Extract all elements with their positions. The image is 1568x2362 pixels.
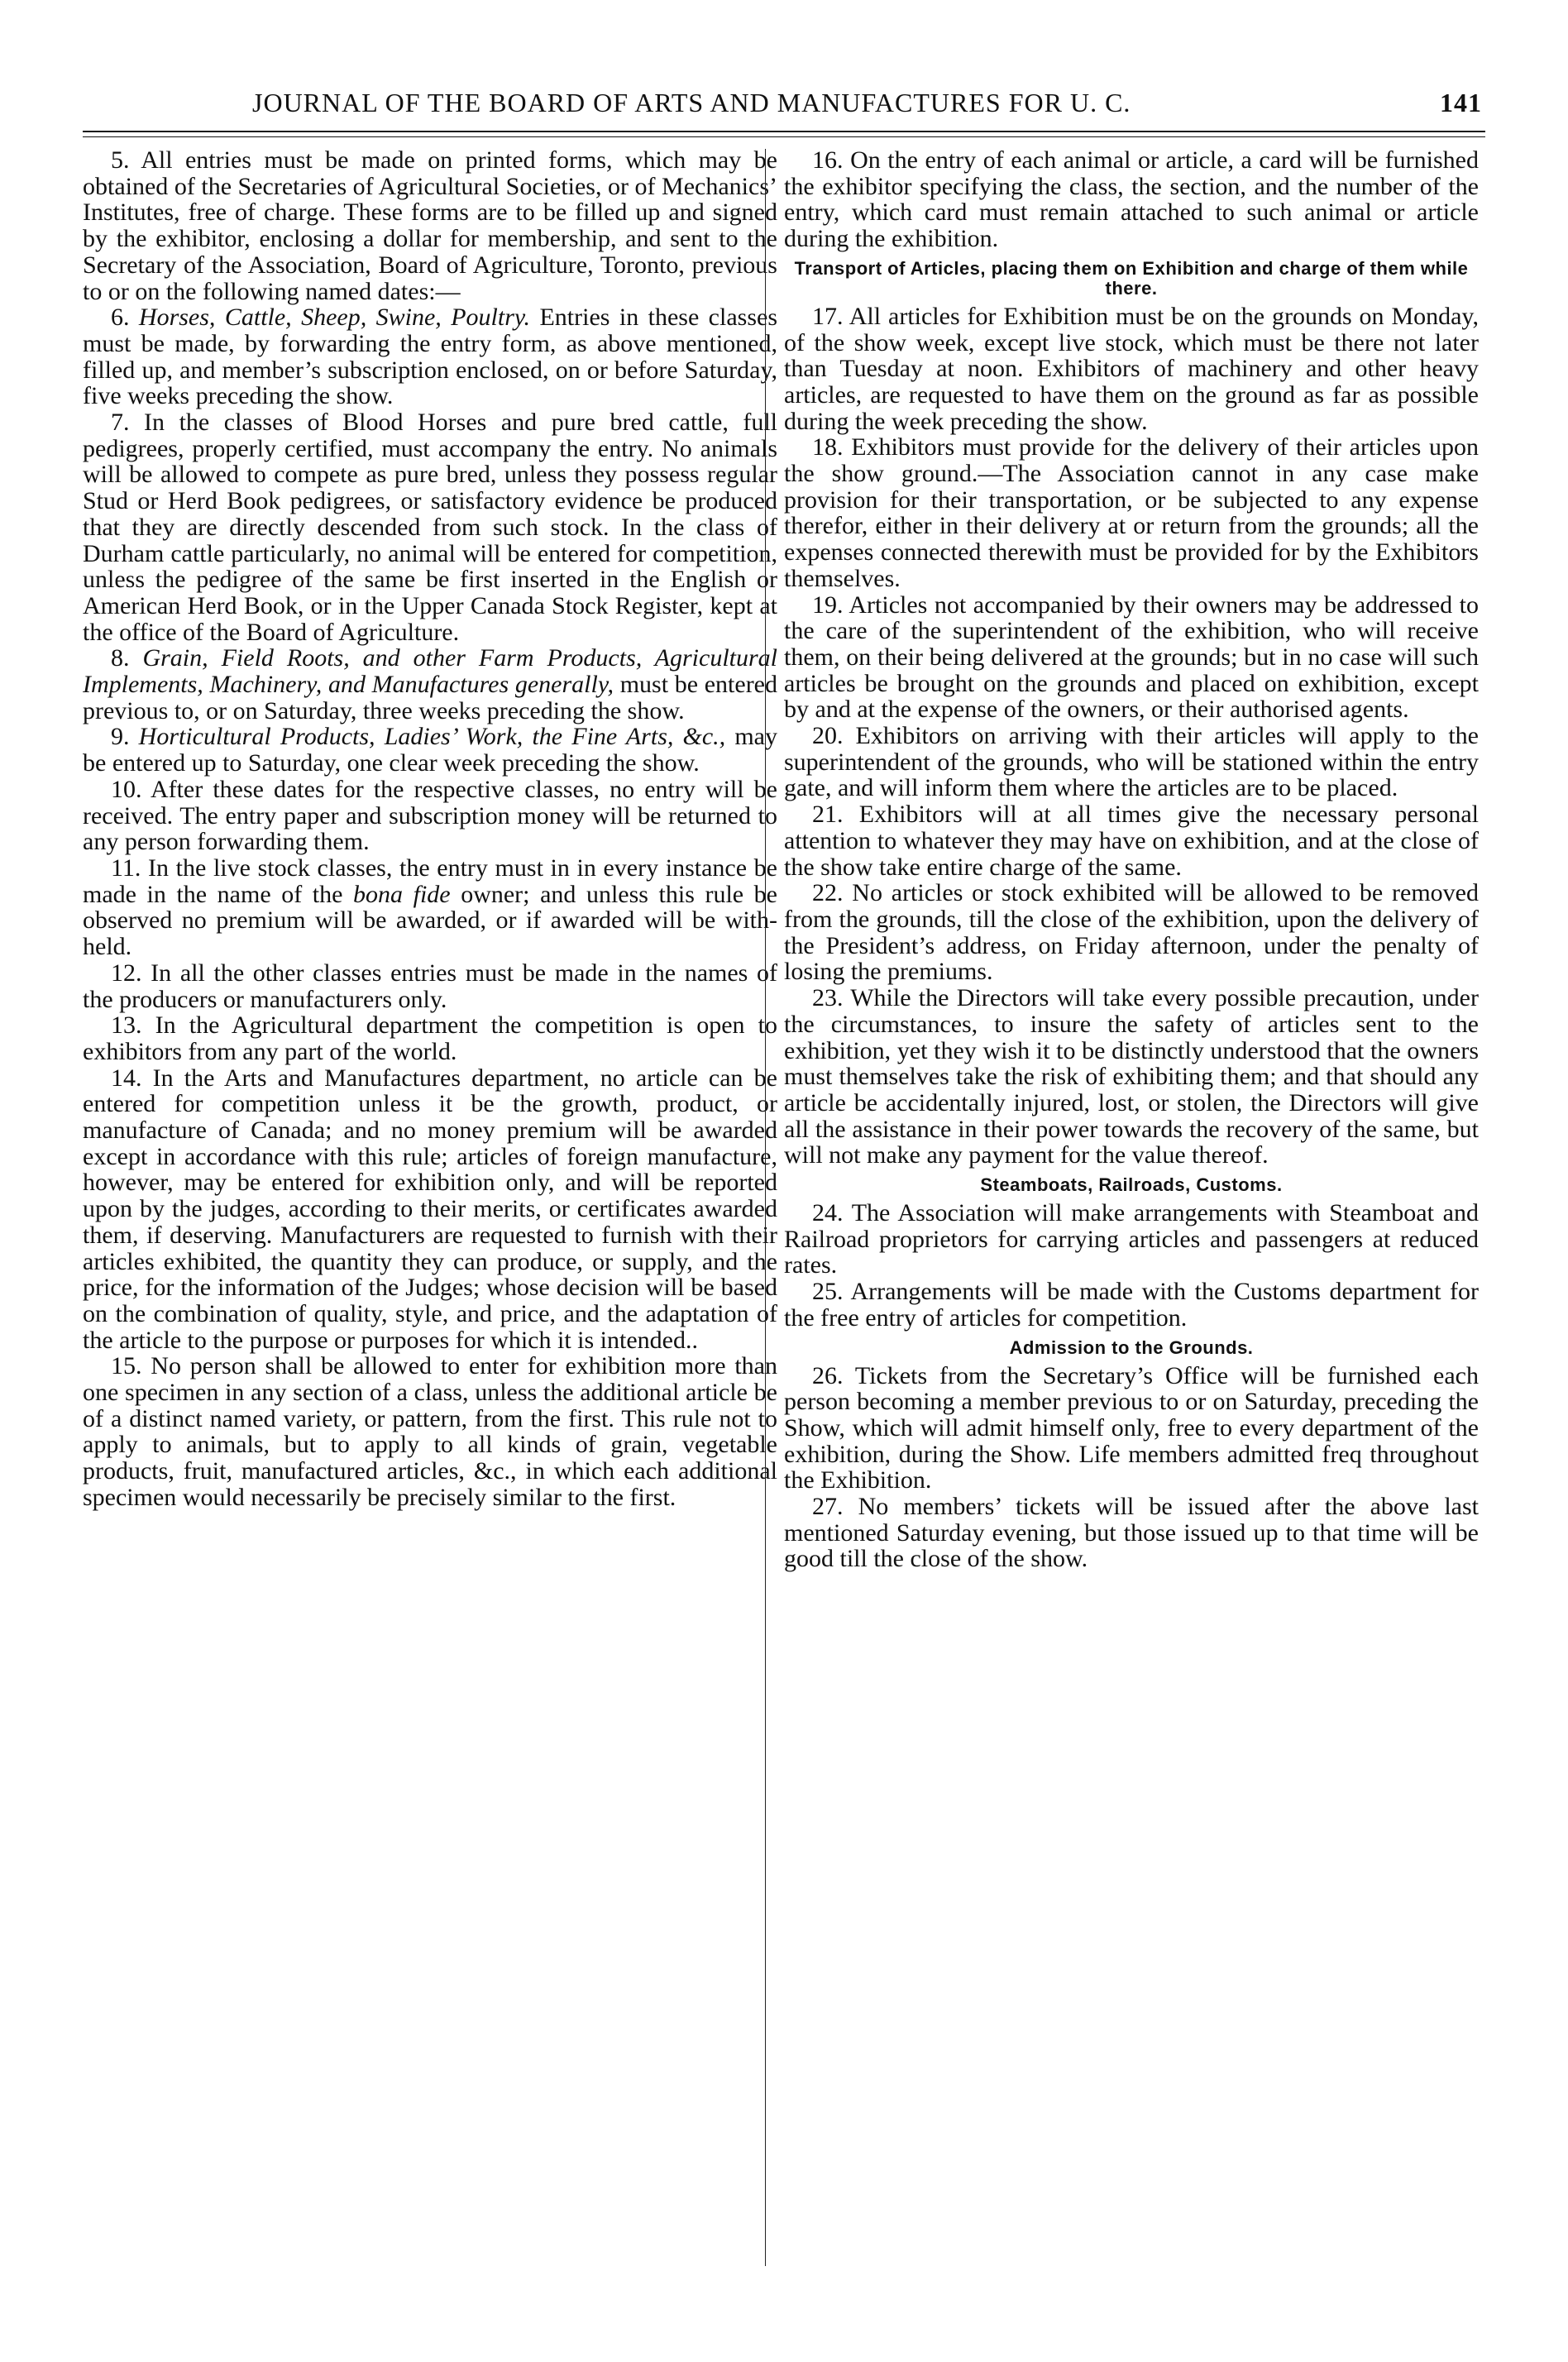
rule-number: 19. [812, 590, 844, 619]
rule-number: 17. [812, 302, 844, 330]
body-text: Articles not accompanied by their owners may be addressed to the care of the superintendent of the exhibition, who will receive them, on their being delivered at the grounds; but in no case will such articles be brought on the grounds and placed on exhibition, except by and at the expense of the owners, or their authorised agents. [784, 590, 1479, 724]
column-divider [765, 149, 766, 2266]
body-text: The Association will make arrangements with Steamboat and Railroad proprietors for carrying articles and passengers at reduced rates. [784, 1199, 1479, 1279]
body-text: No articles or stock exhibited will be allowed to be removed from the grounds, till the close of the exhibition, upon the delivery of the President’s address, on Friday afternoon, under the penalty of losing the premiums. [784, 879, 1479, 986]
body-text: No person shall be allowed to enter for exhibition more than one specimen in any section of a class, unless the additional article be of a distinct named variety, or pattern, from the first. This rule not to apply to animals, but to apply to all kinds of grain, vegetable products, fruit, manufactured articles, &c., in which each additional specimen would necessarily be precisely similar to the first. [83, 1352, 777, 1511]
body-text: In the live stock classes, the entry must in in every instance be made in the name of the [83, 853, 777, 908]
body-text: Arrangements will be made with the Customs department for the free entry of articles for competition. [784, 1278, 1479, 1332]
rule-number: 11. [111, 853, 141, 882]
rule-number: 9. [111, 723, 130, 751]
rule-number: 16. [812, 147, 844, 174]
body-text: owner; and unless this rule be observed no premium will be awarded, or if awarded will be with-held. [83, 880, 777, 961]
body-text: Entries in these classes must be made, by forwarding the entry form, as above mentioned, filled up, and member’s subscription enclosed, on or before Saturday, five weeks preceding the show. [83, 304, 777, 410]
rule-number: 23. [812, 984, 844, 1012]
body-text: Exhibitors must provide for the delivery of their articles upon the show ground.—The Association cannot in any case make provision for their transportation, or be subjected to any expense therefor, either in their delivery at or return from the grounds; all the expenses connected therewith must be provided for by the Exhibitors themselves. [784, 433, 1479, 592]
rule-number: 10. [111, 775, 142, 803]
rule-paragraph [784, 880, 1479, 985]
body-text: On the entry of each animal or article, a card will be furnished the exhibitor specifying the class, the section, and the number of the entry, which card must remain attached to such animal or article during the exhibition. [784, 147, 1479, 253]
rule-paragraph [784, 801, 1479, 880]
italic-text: bona fide [353, 880, 451, 908]
rule-number: 13. [111, 1011, 142, 1040]
rule-paragraph [784, 304, 1479, 435]
rule-paragraph [83, 645, 777, 724]
section-heading: Admission to the Grounds. [1009, 1336, 1254, 1358]
body-text: must be entered previous to, or on Saturday, three weeks preceding the show. [83, 671, 777, 724]
rule-number: 14. [111, 1064, 142, 1092]
rule-paragraph [784, 1494, 1479, 1572]
running-head [83, 83, 1485, 124]
body-text: Tickets from the Secretary’s Office will be furnished each person becoming a member previous to or on Saturday, preceding the Show, which will admit himself only, free to every department of the exhibition, during the Show. Life members admitted freq throughout the Exhibition. [784, 1361, 1479, 1494]
rule-number: 6. [111, 304, 130, 332]
rule-paragraph [83, 777, 777, 855]
body-text: In the classes of Blood Horses and pure bred cattle, full pedigrees, properly certified, must accompany the entry. No animals will be allowed to compete as pure bred, unless they possess regular Stud or Herd Book pedigrees, or satisfactory evidence be produced that they are directly descended from such stock. In the class of Durham cattle particularly, no animal will be entered for competition, unless the pedigree of the same be first inserted in the English or American Herd Book, or in the Upper Canada Stock Register, kept at the office of the Board of Agriculture. [83, 409, 777, 646]
body-text: In all the other classes entries must be made in the names of the producers or manufacturers only. [83, 959, 777, 1013]
rule-number: 25. [812, 1278, 844, 1306]
italic-text: Grain, Field Roots, and other Farm Products, Agricultural Implements, Machinery, and Manufactures generally, [83, 644, 777, 699]
body-text: may be entered up to Saturday, one clear week preceding the show. [83, 723, 777, 777]
rule-number: 20. [812, 722, 844, 750]
body-text: All entries must be made on printed forms, which may be obtained of the Secretaries of Agricultural Societies, or of Mechanics’ Institutes, free of charge. These forms are to be filled up and signed by the exhibitor, enclosing a dollar for membership, and sent to the Secretary of the Association, Board of Agriculture, Toronto, previous to or on the following named dates:— [83, 147, 777, 305]
rule-paragraph [83, 1012, 777, 1064]
rule-paragraph [83, 409, 777, 645]
rule-paragraph [83, 724, 777, 776]
rule-number: 15. [111, 1352, 142, 1380]
rule-paragraph [83, 855, 777, 960]
rule-number: 21. [812, 801, 844, 829]
body-text: No members’ tickets will be issued after the above last mentioned Saturday evening, but those issued up to that time will be good till the close of the show. [784, 1493, 1479, 1573]
rule-paragraph [784, 147, 1479, 252]
rule-paragraph [83, 1065, 777, 1354]
section-heading: Steamboats, Railroads, Customs. [980, 1174, 1283, 1196]
section-heading: Transport of Articles, placing them on Exhibition and charge of them while there. [794, 257, 1469, 299]
right-column [784, 147, 1479, 2306]
rule-number: 24. [812, 1199, 844, 1227]
rule-paragraph [83, 304, 777, 409]
body-text: In the Arts and Manufactures department, no article can be entered for competition unless it be the growth, product, or manufacture of Canada; and no money premium will be awarded except in accordance with this rule; articles of foreign manufacture, however, may be entered for exhibition only, and will be reported upon by the judges, according to their merits, or certificates awarded them, if deserving. Manufacturers are requested to furnish with their articles exhibited, the quantity they can produce, or supply, and the price, for the information of the Judges; whose decision will be based on the combination of quality, style, and price, and the adaptation of the article to the purpose or purposes for which it is intended.. [83, 1064, 777, 1354]
rule-number: 8. [111, 644, 130, 672]
rule-number: 26. [812, 1361, 844, 1389]
italic-text: Horses, Cattle, Sheep, Swine, Poultry. [138, 304, 531, 332]
body-text: Exhibitors on arriving with their articles will apply to the superintendent of the grounds, who will be stationed within the entry gate, and will inform them where the articles are to be placed. [784, 722, 1479, 802]
body-text: Exhibitors will at all times give the necessary personal attention to whatever they may have on exhibition, and at the close of the show take entire charge of the same. [784, 801, 1479, 881]
rule-paragraph [83, 1353, 777, 1510]
body-text: While the Directors will take every possible precaution, under the circumstances, to insure the safety of articles sent to the exhibition, yet they wish it to be distinctly understood that the owners must themselves take the risk of exhibiting them; and that should any article be accidentally injured, lost, or stolen, the Directors will give all the assistance in their power towards the recovery of the same, but will not make any payment for the value thereof. [784, 984, 1479, 1169]
rule-number: 22. [812, 879, 844, 907]
left-column [83, 147, 777, 2306]
body-text: All articles for Exhibition must be on the grounds on Monday, of the show week, except live stock, which must be there not later than Tuesday at noon. Exhibitors of machinery and other heavy articles, are requested to have them on the ground as far as possible during the week preceding the show. [784, 302, 1479, 435]
rule-paragraph [784, 1279, 1479, 1331]
italic-text: Horticultural Products, Ladies’ Work, the Fine Arts, &c., [138, 723, 726, 751]
rule-paragraph [784, 1200, 1479, 1279]
rule-number: 27. [812, 1493, 844, 1521]
rule-paragraph [784, 985, 1479, 1169]
header-rule-thin [83, 136, 1485, 137]
rule-number: 7. [111, 409, 130, 437]
rule-paragraph [83, 960, 777, 1012]
body-text: After these dates for the respective classes, no entry will be received. The entry paper and subscription money will be returned to any person forwarding them. [83, 775, 777, 856]
rule-number: 12. [111, 959, 142, 987]
rule-paragraph [784, 723, 1479, 801]
rule-number: 18. [812, 433, 844, 461]
header-rule-thick [83, 131, 1485, 132]
rule-paragraph [784, 434, 1479, 591]
body-text: In the Agricultural department the competition is open to exhibitors from any part of the world. [83, 1011, 777, 1065]
rule-paragraph [784, 1363, 1479, 1494]
rule-paragraph [784, 592, 1479, 724]
rule-paragraph [83, 147, 777, 304]
rule-number: 5. [111, 147, 130, 174]
journal-title: JOURNAL OF THE BOARD OF ARTS AND MANUFACTURES FOR U. C. [252, 88, 1131, 117]
page-number: 141 [1440, 88, 1482, 117]
